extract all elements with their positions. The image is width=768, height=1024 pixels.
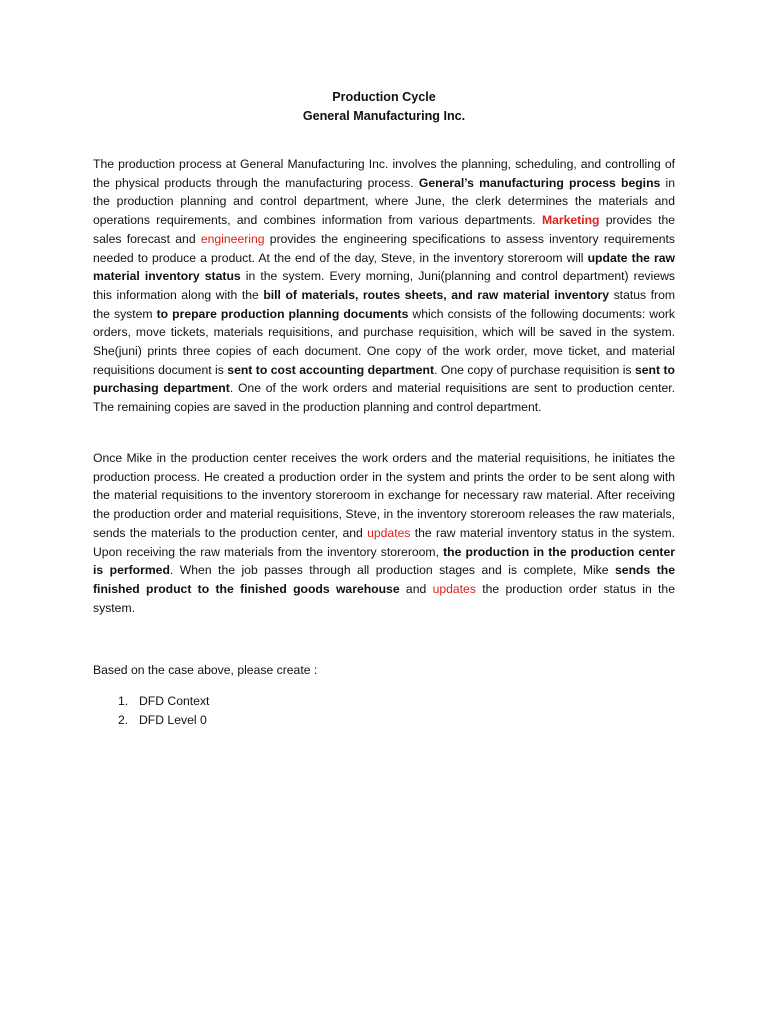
text-run: which consists of the following documents: work orders, move tickets, materials requisitions, and purchase requisition, which will be saved in the system. She(juni) prints three copies of each document. One copy of the work order, move ticket, and material requisitions document is xyxy=(93,306,676,377)
text-run: the production order status in the system. xyxy=(93,581,675,615)
highlight-updates: updates xyxy=(367,525,411,540)
list-item-label: DFD Context xyxy=(139,694,210,708)
list-number: 2. xyxy=(118,713,129,727)
document-header xyxy=(0,88,768,126)
list-item-label: DFD Level 0 xyxy=(139,713,207,727)
text-run: The production process at General Manufacturing Inc. involves the planning, scheduling, and controlling of the physical products through the manufacturing process. xyxy=(93,157,675,190)
emphasis-purchasing: sent to purchasing department xyxy=(93,362,675,396)
company-name: General Manufacturing Inc. xyxy=(302,109,466,123)
highlight-updates: updates xyxy=(432,581,476,596)
text-run: provides the engineering specifications to assess inventory requirements needed to produce a product. At the end of the day, Steve, in the inventory storeroom will xyxy=(93,231,675,265)
text-run: sent to production center xyxy=(534,381,672,396)
list-item xyxy=(93,711,209,730)
text-run: the raw material inventory status in the system. Upon receiving the raw materials from the inventory storeroom, xyxy=(93,525,675,559)
text-run: . When the job passes through all production stages and is complete, Mike xyxy=(169,563,616,578)
emphasis-production-performed: the production in the production center is performed xyxy=(93,544,675,578)
text-run: Once Mike in the production center receives the work orders and the material requisitions, he initiates the production process. He created a production order in the system and prints the order to be sent along with the material requisitions to the inventory storeroom in exchange for necessary raw material. After receiving the production order and material requisitions, Steve, in the inventory storeroom releases the raw materials, sends the materials to the production center, and xyxy=(93,451,675,540)
emphasis-manufacturing-begins: General’s manufacturing process begins xyxy=(418,175,661,190)
highlight-engineering: engineering xyxy=(200,231,265,246)
emphasis-update-inventory: update the raw material inventory status xyxy=(93,250,675,284)
text-run: . One of the work orders and material requisitions are xyxy=(229,381,535,396)
text-run: . One copy of purchase requisition is xyxy=(434,362,635,377)
task-list xyxy=(93,692,209,730)
emphasis-cost-accounting: sent to cost accounting department xyxy=(227,362,435,377)
text-run: . The remaining copies are saved in the production planning and control department. xyxy=(93,381,676,415)
text-run: and xyxy=(399,581,433,596)
text-run: in the production planning and control department, where June, the clerk determines the materials and operations requirements, and combines information from various departments. xyxy=(93,175,676,228)
text-run: provides the sales forecast and xyxy=(93,213,676,246)
text-run: status from the system xyxy=(93,287,676,321)
emphasis-finished-goods: sends the finished product to the finished goods warehouse xyxy=(93,563,675,596)
paragraph-production-process xyxy=(93,155,675,417)
emphasis-prepare-documents: to prepare production planning documents xyxy=(156,306,409,321)
emphasis-bill-of-materials: bill of materials, routes sheets, and raw material inventory xyxy=(263,287,610,302)
paragraph-production-center xyxy=(93,449,675,617)
list-item xyxy=(93,692,209,711)
assignment-prompt: Based on the case above, please create : xyxy=(93,663,318,677)
document-title: Production Cycle xyxy=(332,90,436,104)
text-run: in the system. Every morning, Juni(planning and control department) reviews this information along with the xyxy=(93,269,675,302)
highlight-marketing: Marketing xyxy=(541,213,600,228)
list-number: 1. xyxy=(118,694,129,708)
